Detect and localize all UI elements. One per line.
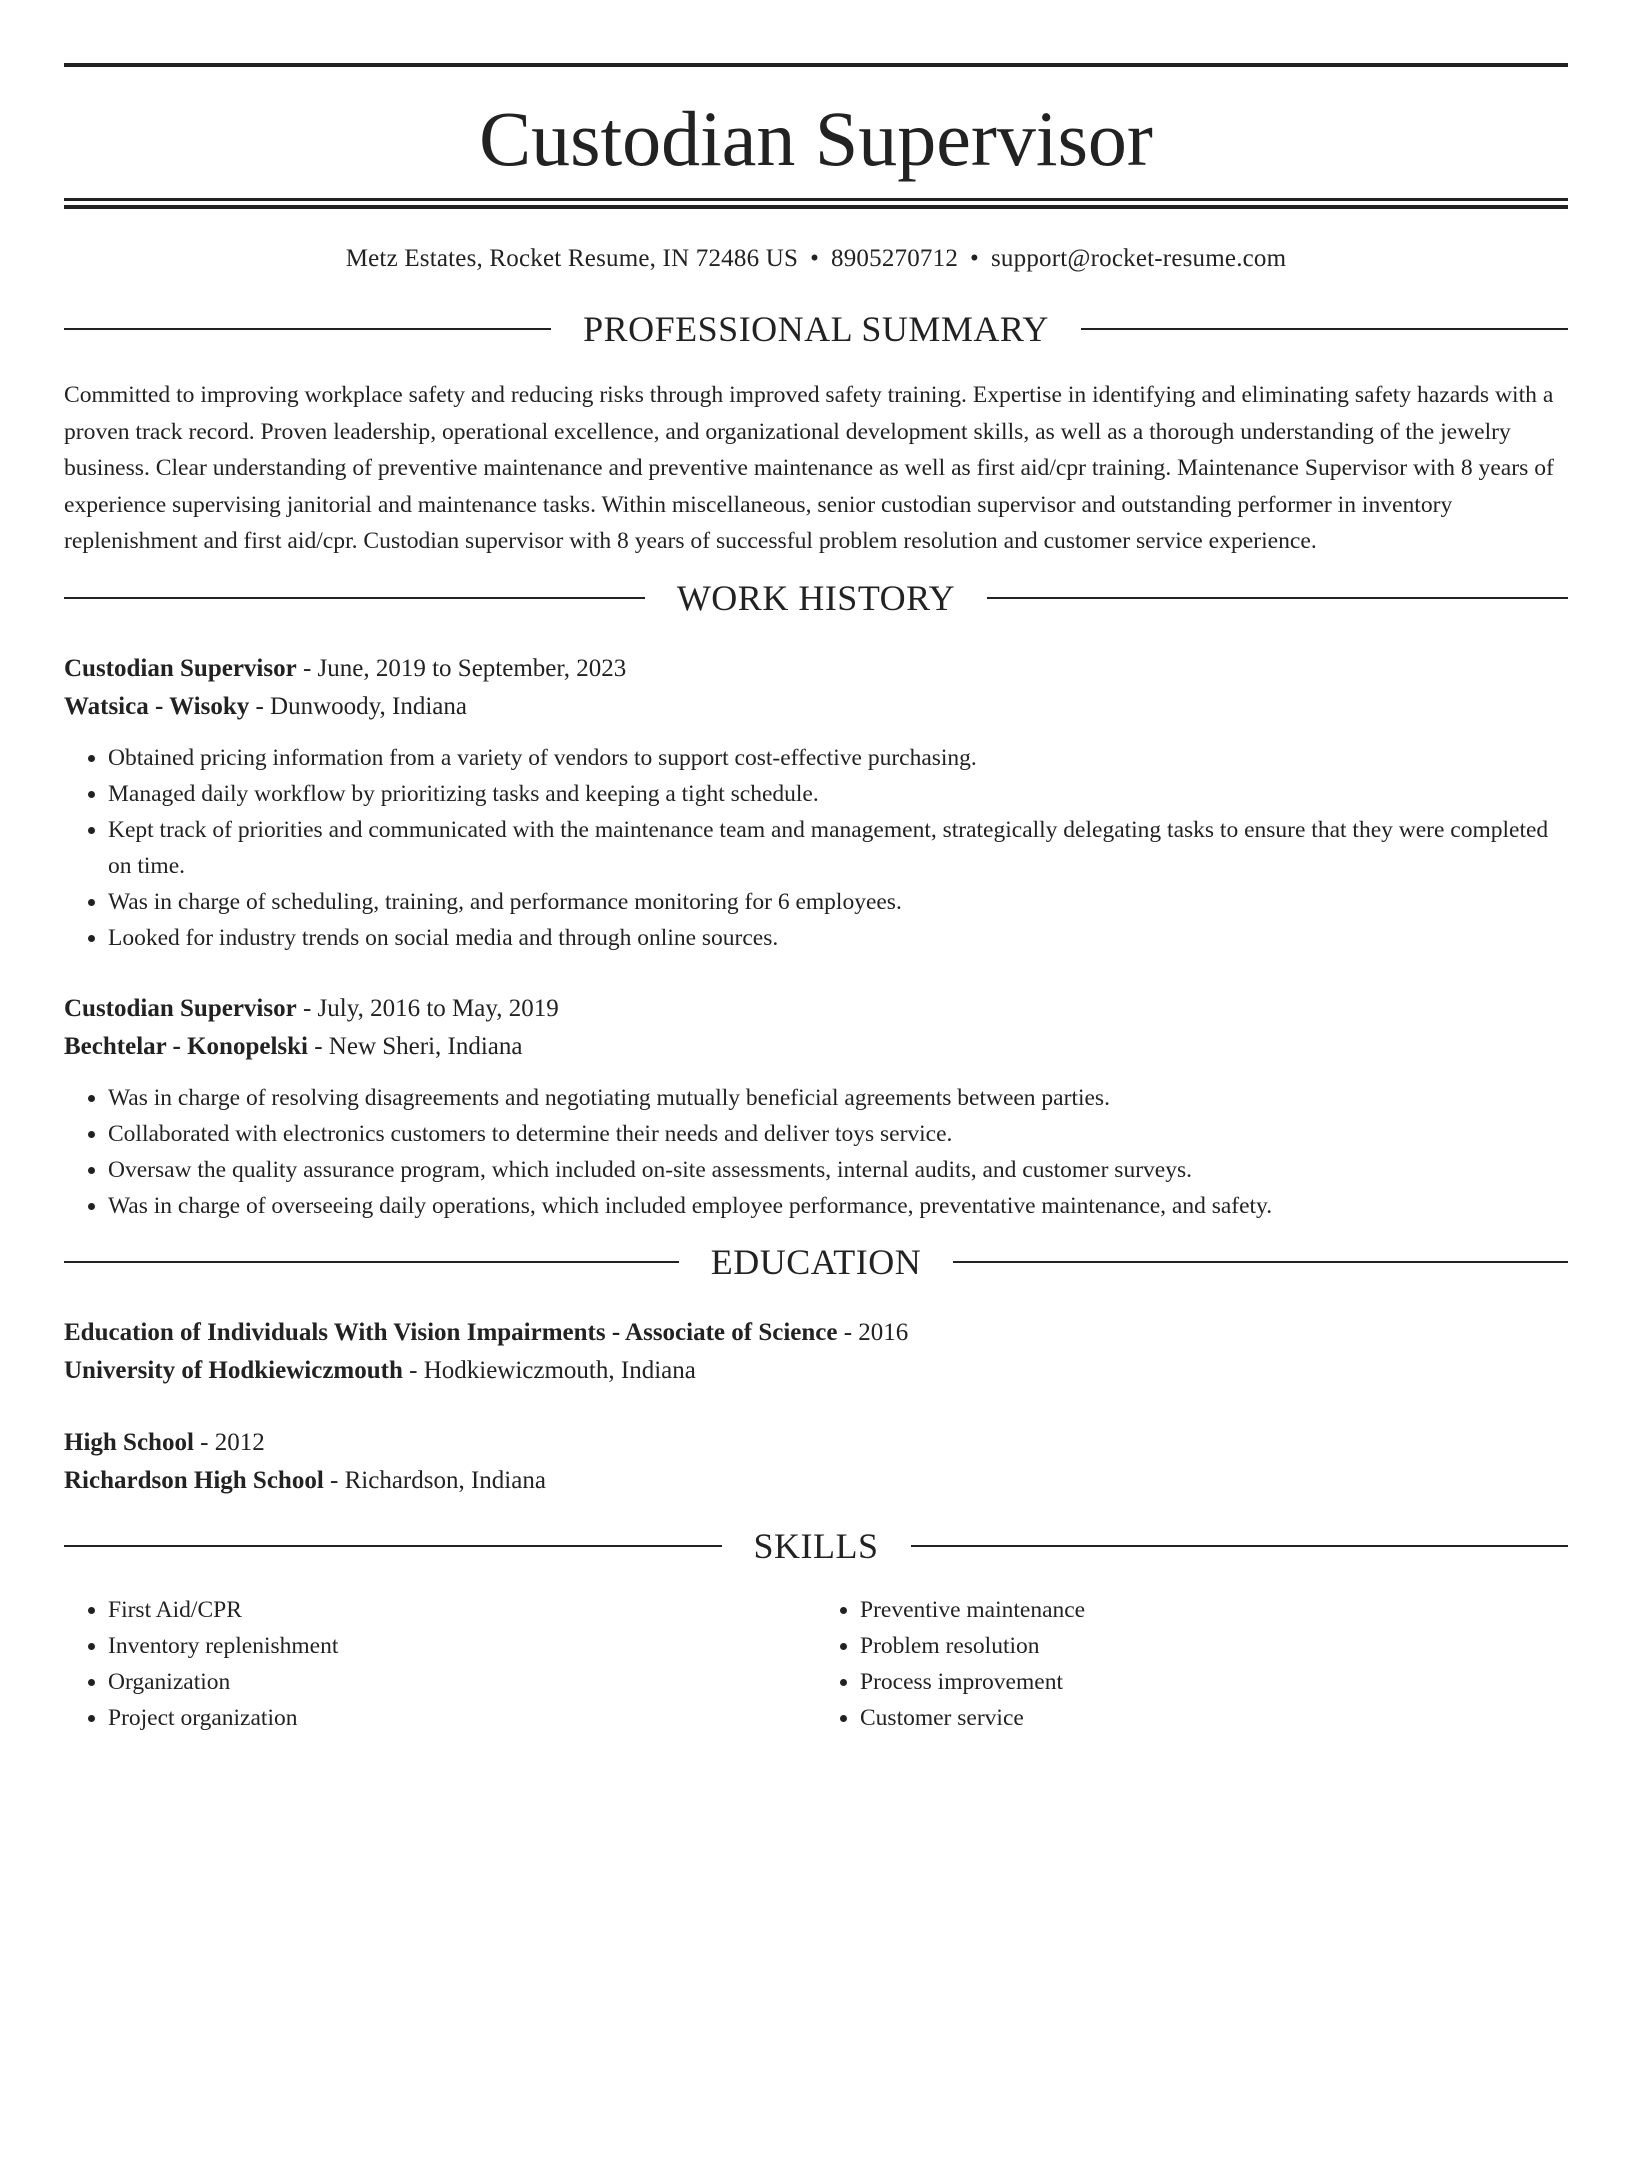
contact-email[interactable]: support@rocket-resume.com <box>990 245 1287 272</box>
contact-line <box>64 245 1568 273</box>
contact-separator: • <box>810 245 820 272</box>
job-bullet: • Was in charge of resolving disagreements and negotiating mutually beneficial agreements between parties. <box>108 1080 1568 1116</box>
job-company: Watsica - Wisoky <box>64 692 250 720</box>
resume-page <box>0 63 1632 2175</box>
job-bullet: • Obtained pricing information from a variety of vendors to support cost-effective purchasing. <box>108 740 1568 776</box>
top-rule <box>64 63 1568 67</box>
job-title-line <box>64 650 1568 688</box>
job-role: Custodian Supervisor <box>64 654 297 682</box>
job-bullet: • Kept track of priorities and communicated with the maintenance team and management, strategically delegating tasks to ensure that they were completed on time. <box>108 812 1568 884</box>
education-location: - Hodkiewiczmouth, Indiana <box>402 1356 696 1384</box>
job-bullet: • Was in charge of overseeing daily operations, which included employee performance, preventative maintenance, and safety. <box>108 1188 1568 1224</box>
education-entry <box>64 1424 1568 1500</box>
section-title-skills: SKILLS <box>753 1525 879 1566</box>
resume-name: Custodian Supervisor <box>479 95 1153 182</box>
section-header-education <box>64 1241 1568 1282</box>
job-entry <box>64 650 1568 956</box>
skill-item: • Project organization <box>108 1700 816 1736</box>
skills-columns <box>64 1592 1568 1736</box>
section-rule-right <box>987 597 1568 599</box>
education-location: - Richardson, Indiana <box>323 1466 546 1494</box>
section-rule-left <box>64 328 551 330</box>
education-year: - 2012 <box>193 1428 265 1456</box>
job-bullet: • Managed daily workflow by prioritizing tasks and keeping a tight schedule. <box>108 776 1568 812</box>
job-location: - New Sheri, Indiana <box>307 1032 523 1060</box>
section-rule-right <box>911 1545 1569 1547</box>
job-bullet: • Looked for industry trends on social media and through online sources. <box>108 920 1568 956</box>
education-degree-line <box>64 1314 1568 1352</box>
skill-item: • Inventory replenishment <box>108 1628 816 1664</box>
skill-item: • Customer service <box>860 1700 1568 1736</box>
job-bullets <box>64 740 1568 956</box>
contact-separator: • <box>970 245 979 272</box>
education-degree: Education of Individuals With Vision Impairments - Associate of Science <box>64 1318 838 1346</box>
education-school: Richardson High School <box>64 1466 324 1494</box>
job-dates: - June, 2019 to September, 2023 <box>296 654 627 682</box>
section-title-summary: PROFESSIONAL SUMMARY <box>583 309 1049 349</box>
section-header-work <box>64 577 1568 618</box>
job-role: Custodian Supervisor <box>64 994 297 1022</box>
skill-item: • Process improvement <box>860 1664 1568 1700</box>
section-title-education: EDUCATION <box>710 1241 922 1282</box>
job-bullet: • Collaborated with electronics customers to determine their needs and deliver toys service. <box>108 1116 1568 1152</box>
section-header-skills <box>64 1525 1568 1566</box>
section-rule-right <box>953 1261 1568 1263</box>
summary-text: Committed to improving workplace safety and reducing risks through improved safety training. Expertise in identifying and eliminating safety hazards with a proven track record. Proven leadership, operational excellence, and organizational development skills, as well as a thorough understanding of the jewelry business. Clear understanding of preventive maintenance and preventive maintenance as well as first aid/cpr training. Maintenance Supervisor with 8 years of experience supervising janitorial and maintenance tasks. Within miscellaneous, senior custodian supervisor and outstanding performer in inventory replenishment and first aid/cpr. Custodian supervisor with 8 years of successful problem resolution and customer service experience. <box>64 382 1554 554</box>
education-school-line <box>64 1352 1568 1390</box>
job-bullets <box>64 1080 1568 1224</box>
skill-item: • Problem resolution <box>860 1628 1568 1664</box>
skills-list-right <box>816 1592 1568 1736</box>
job-bullet: • Was in charge of scheduling, training, and performance monitoring for 6 employees. <box>108 884 1568 920</box>
skill-item: • Organization <box>108 1664 816 1700</box>
job-company-line <box>64 1028 1568 1066</box>
section-title-work: WORK HISTORY <box>676 577 956 618</box>
education-degree-line <box>64 1424 1568 1462</box>
education-degree: High School <box>64 1428 194 1456</box>
job-location: - Dunwoody, Indiana <box>249 692 467 720</box>
education-year: - 2016 <box>837 1318 909 1346</box>
job-title-line <box>64 990 1568 1028</box>
education-entry <box>64 1314 1568 1390</box>
contact-phone: 8905270712 <box>831 245 959 272</box>
double-rule <box>64 198 1568 209</box>
section-rule-left <box>64 1261 679 1263</box>
section-rule-right <box>1081 328 1568 330</box>
job-dates: - July, 2016 to May, 2019 <box>296 994 559 1022</box>
education-school: University of Hodkiewiczmouth <box>64 1356 403 1384</box>
section-rule-left <box>64 1545 722 1547</box>
skill-item: • First Aid/CPR <box>108 1592 816 1628</box>
job-company: Bechtelar - Konopelski <box>64 1032 308 1060</box>
job-bullet: • Oversaw the quality assurance program, which included on-site assessments, internal audits, and customer surveys. <box>108 1152 1568 1188</box>
contact-address: Metz Estates, Rocket Resume, IN 72486 US <box>345 245 799 272</box>
education-school-line <box>64 1462 1568 1500</box>
section-rule-left <box>64 597 645 599</box>
job-company-line <box>64 688 1568 726</box>
job-entry <box>64 990 1568 1224</box>
skill-item: • Preventive maintenance <box>860 1592 1568 1628</box>
skills-list-left <box>64 1592 816 1736</box>
section-header-summary <box>64 311 1568 347</box>
